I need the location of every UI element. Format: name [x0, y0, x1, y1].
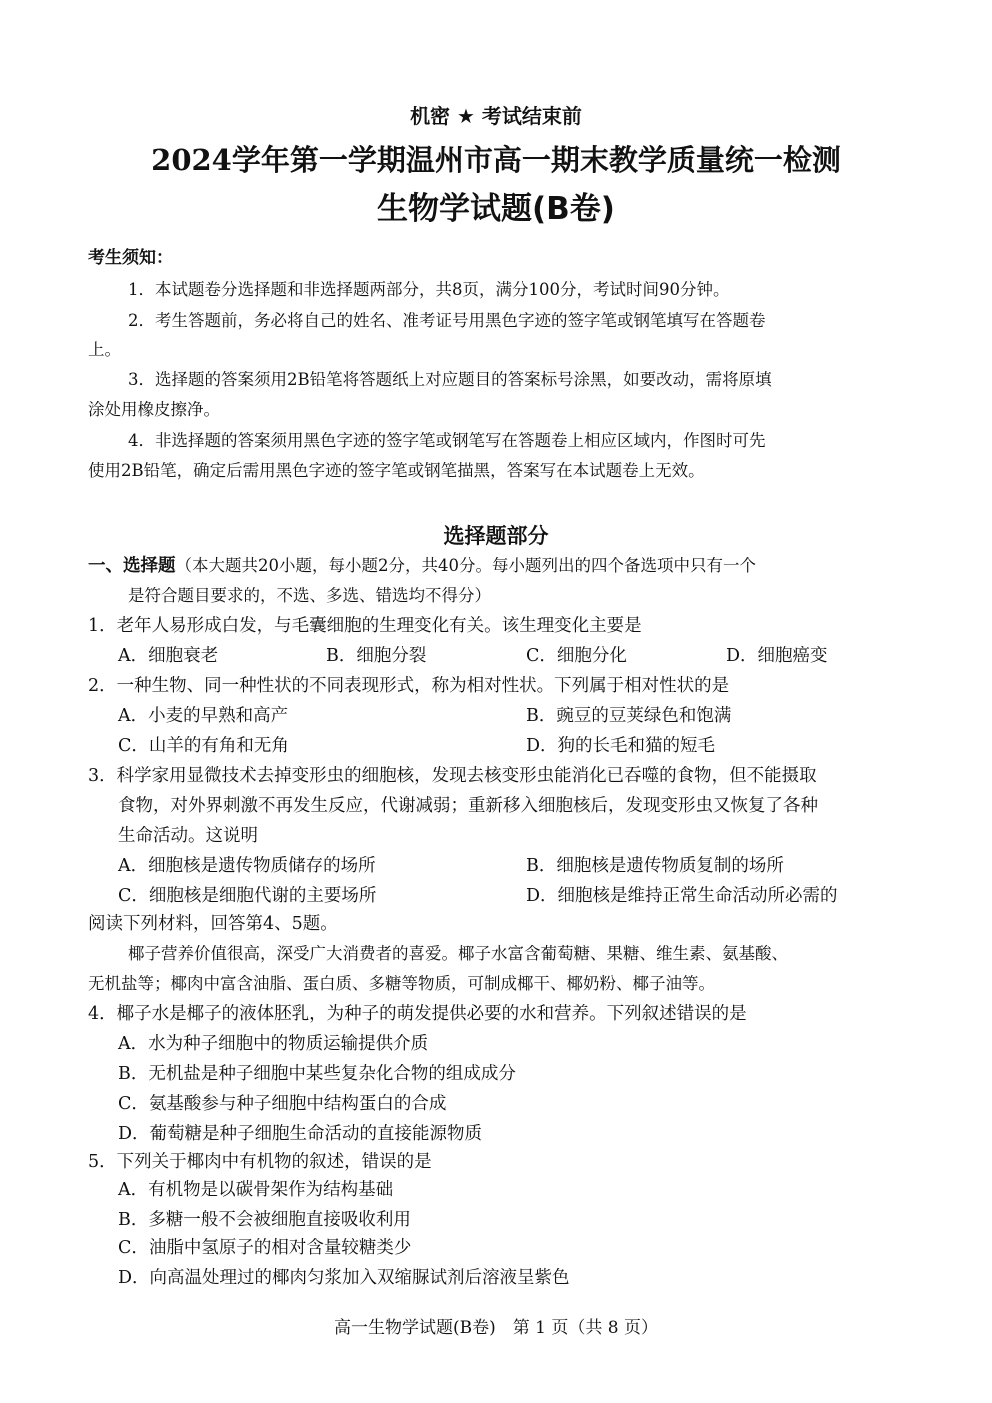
q1-option-d: D．细胞癌变 — [726, 646, 828, 666]
notice-item-2-cont: 上。 — [88, 340, 121, 359]
q2-option-d: D．狗的长毛和猫的短毛 — [526, 736, 716, 756]
q5-option-b: B．多糖一般不会被细胞直接吸收利用 — [118, 1210, 411, 1230]
page-footer: 高一生物学试题(B卷) 第 1 页（共 8 页） — [333, 1318, 658, 1338]
material-text-2: 无机盐等；椰肉中富含油脂、蛋白质、多糖等物质，可制成椰干、椰奶粉、椰子油等。 — [88, 974, 715, 993]
q2-option-c: C．山羊的有角和无角 — [118, 736, 289, 756]
q2-option-a: A．小麦的早熟和高产 — [118, 706, 289, 726]
notice-item-4: 4．非选择题的答案须用黑色字迹的签字笔或钢笔写在答题卷上相应区域内，作图时可先 — [128, 431, 766, 450]
part-desc: （本大题共20小题，每小题2分，共40分。每小题列出的四个备选项中只有一个 — [175, 556, 756, 575]
notice-item-4-cont: 使用2B铅笔，确定后需用黑色字迹的签字笔或钢笔描黑，答案写在本试题卷上无效。 — [88, 461, 705, 480]
q4-option-d: D．葡萄糖是种子细胞生命活动的直接能源物质 — [118, 1124, 483, 1144]
q3-option-c: C．细胞核是细胞代谢的主要场所 — [118, 886, 377, 906]
exam-subtitle: 生物学试题(B卷) — [377, 191, 615, 227]
q5-stem: 5．下列关于椰肉中有机物的叙述，错误的是 — [88, 1152, 432, 1172]
part-desc-cont: 是符合题目要求的，不选、多选、错选均不得分） — [128, 586, 491, 605]
exam-title: 2024学年第一学期温州市高一期末教学质量统一检测 — [151, 143, 841, 177]
part-heading — [88, 558, 756, 576]
q5-option-c: C．油脂中氢原子的相对含量较糖类少 — [118, 1238, 412, 1258]
confidential-label: 机密 ★ 考试结束前 — [410, 104, 582, 128]
q3-option-a: A．细胞核是遗传物质储存的场所 — [118, 856, 376, 876]
q3-stem-3: 生命活动。这说明 — [118, 826, 258, 846]
q3-stem-1: 3．科学家用显微技术去掉变形虫的细胞核，发现去核变形虫能消化已吞噬的食物，但不能摄取 — [88, 766, 817, 786]
q4-option-b: B．无机盐是种子细胞中某些复杂化合物的组成成分 — [118, 1064, 516, 1084]
q1-option-a: A．细胞衰老 — [118, 646, 219, 666]
q3-option-d: D．细胞核是维持正常生命活动所必需的 — [526, 886, 838, 906]
q1-option-b: B．细胞分裂 — [326, 646, 427, 666]
q5-option-a: A．有机物是以碳骨架作为结构基础 — [118, 1180, 394, 1200]
q4-option-a: A．水为种子细胞中的物质运输提供介质 — [118, 1034, 429, 1054]
material-text-1: 椰子营养价值很高，深受广大消费者的喜爱。椰子水富含葡萄糖、果糖、维生素、氨基酸、 — [128, 944, 788, 963]
part-label: 一、选择题 — [88, 556, 176, 576]
section-title: 选择题部分 — [443, 524, 549, 548]
notice-item-3-cont: 涂处用橡皮擦净。 — [88, 400, 220, 419]
q4-option-c: C．氨基酸参与种子细胞中结构蛋白的合成 — [118, 1094, 447, 1114]
notice-item-2: 2．考生答题前，务必将自己的姓名、准考证号用黑色字迹的签字笔或钢笔填写在答题卷 — [128, 311, 766, 330]
q2-option-b: B．豌豆的豆荚绿色和饱满 — [526, 706, 732, 726]
q4-stem: 4．椰子水是椰子的液体胚乳，为种子的萌发提供必要的水和营养。下列叙述错误的是 — [88, 1004, 747, 1024]
q3-option-b: B．细胞核是遗传物质复制的场所 — [526, 856, 784, 876]
notice-item-3: 3．选择题的答案须用2B铅笔将答题纸上对应题目的答案标号涂黑，如要改动，需将原填 — [128, 370, 772, 389]
q5-option-d: D．向高温处理过的椰肉匀浆加入双缩脲试剂后溶液呈紫色 — [118, 1268, 570, 1288]
q1-option-c: C．细胞分化 — [526, 646, 627, 666]
material-intro: 阅读下列材料，回答第4、5题。 — [88, 914, 338, 934]
notice-item-1: 1．本试题卷分选择题和非选择题两部分，共8页，满分100分，考试时间90分钟。 — [128, 280, 730, 299]
q3-stem-2: 食物，对外界刺激不再发生反应，代谢减弱；重新移入细胞核后，发现变形虫又恢复了各种 — [118, 796, 818, 816]
notice-heading: 考生须知： — [88, 248, 173, 268]
q1-stem: 1．老年人易形成白发，与毛囊细胞的生理变化有关。该生理变化主要是 — [88, 616, 642, 636]
q2-stem: 2．一种生物、同一种性状的不同表现形式，称为相对性状。下列属于相对性状的是 — [88, 676, 730, 696]
